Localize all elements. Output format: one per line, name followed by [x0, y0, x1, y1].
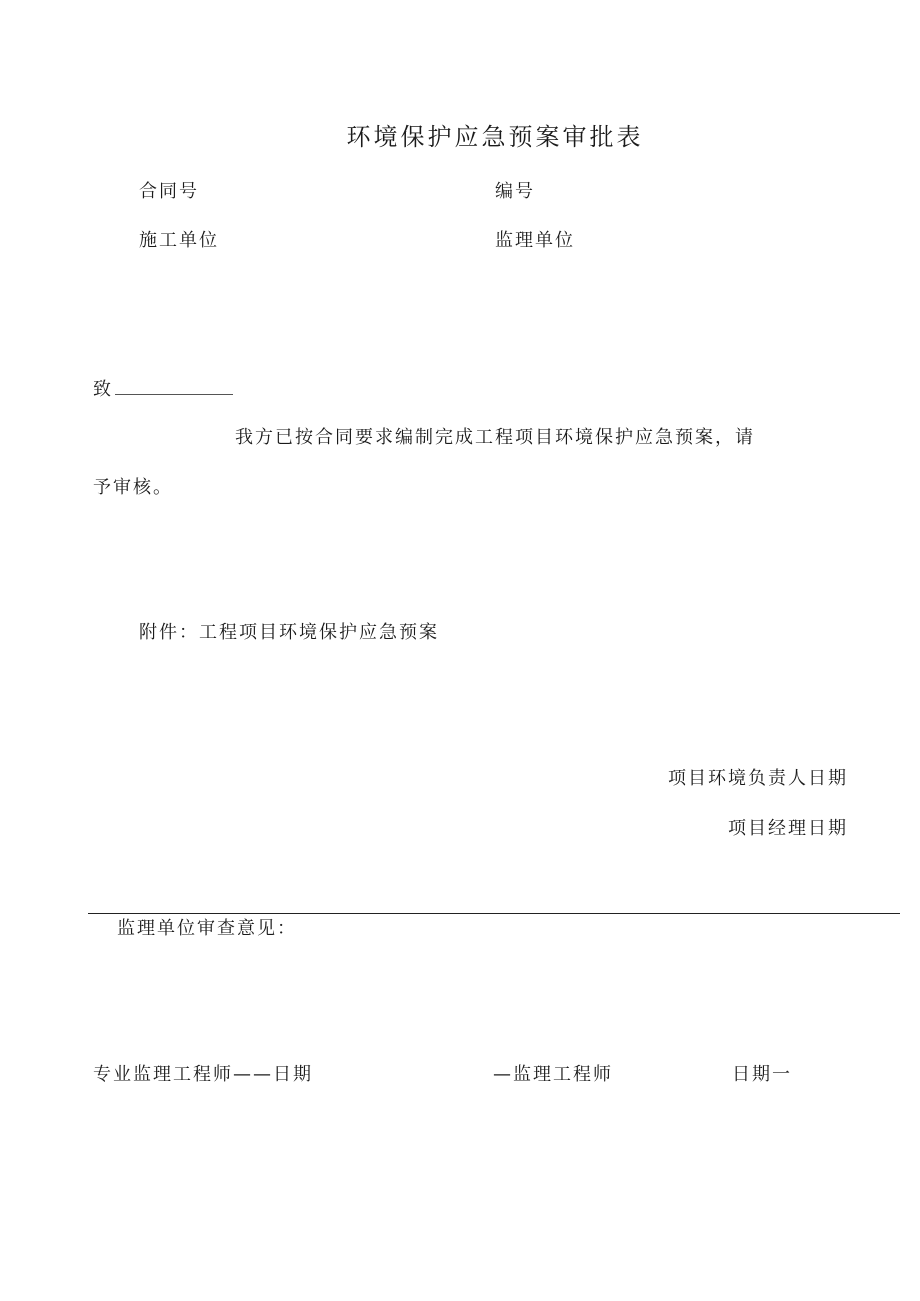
specialist-engineer-date: 专业监理工程师——日期 — [93, 1064, 313, 1085]
review-opinion-label: 监理单位审查意见： — [117, 918, 297, 939]
body-line-2: 予审核。 — [93, 477, 173, 498]
section-divider — [88, 913, 900, 914]
date-label: 日期一 — [732, 1064, 792, 1085]
contractor-label: 施工单位 — [139, 230, 219, 251]
project-manager-date: 项目经理日期 — [728, 818, 848, 839]
page-title: 环境保护应急预案审批表 — [346, 123, 644, 151]
supervising-engineer: —监理工程师 — [493, 1064, 613, 1085]
to-label: 致 — [93, 379, 113, 400]
serial-no-label: 编号 — [495, 181, 535, 202]
to-blank-line — [115, 380, 233, 395]
attachment-note: 附件：工程项目环境保护应急预案 — [139, 622, 439, 643]
contract-no-label: 合同号 — [139, 181, 199, 202]
env-manager-date: 项目环境负责人日期 — [668, 768, 848, 789]
supervisor-unit-label: 监理单位 — [495, 230, 575, 251]
to-field — [93, 380, 233, 399]
body-line-1: 我方已按合同要求编制完成工程项目环境保护应急预案，请 — [235, 427, 755, 448]
